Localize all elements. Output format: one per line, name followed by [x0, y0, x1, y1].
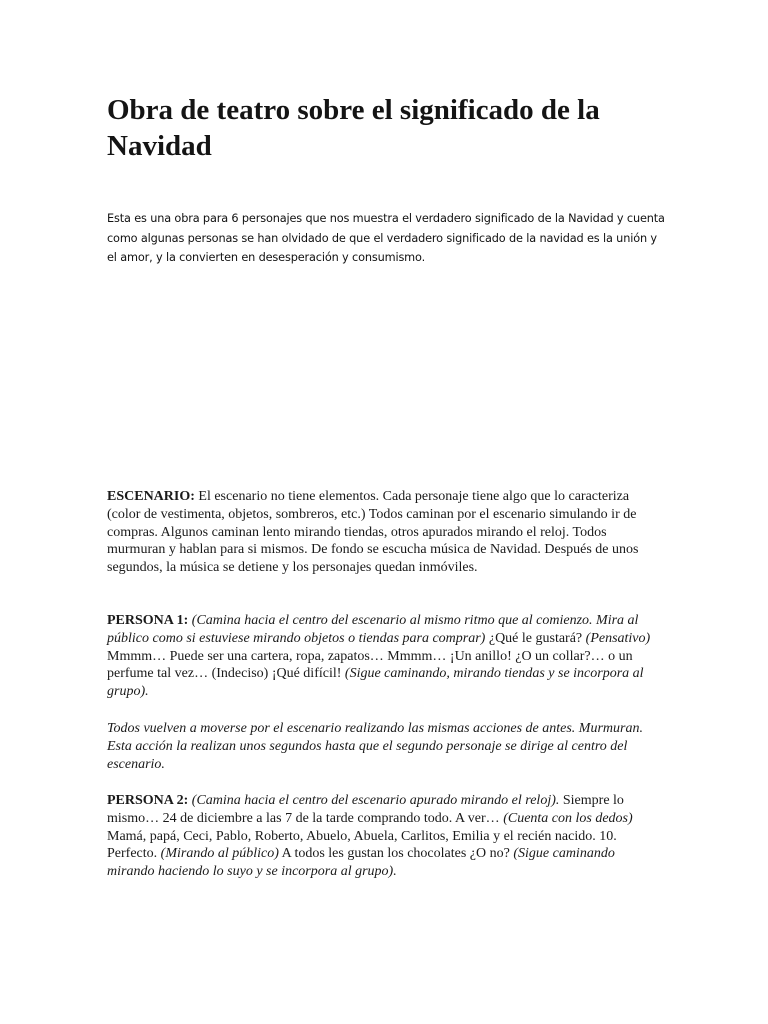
escenario-label: ESCENARIO: [107, 489, 195, 504]
stage-direction: (Camina hacia el centro del escenario al mismo ritmo que al comienzo. Mira al público como si estuviese mirando objetos o tiendas para comprar) [107, 613, 639, 646]
document-title: Obra de teatro sobre el significado de la Navidad [107, 94, 600, 162]
dialogue-text: A todos les gustan los chocolates ¿O no? [278, 846, 514, 862]
stage-direction: (Sigue caminando, mirando tiendas y se incorpora al grupo). [107, 666, 644, 700]
persona-1-paragraph [107, 612, 663, 701]
persona-2-paragraph [107, 792, 663, 881]
action-paragraph: Todos vuelven a moverse por el escenario realizando las mismas acciones de antes. Murmuran. Esta acción la realizan unos segundos hasta que el segundo personaje se dirige al centro del escenario. [107, 721, 643, 772]
stage-direction: (Sigue caminando mirando haciendo lo suyo y se incorpora al grupo). [107, 846, 615, 880]
stage-direction: (Camina hacia el centro del escenario apurado mirando el reloj). [188, 793, 560, 808]
dialogue-text: Mamá, papá, Ceci, Pablo, Roberto, Abuelo, Abuela, Carlitos, Emilia y el recién nacido. 10. Perfecto. [107, 828, 617, 862]
escenario-text: El escenario no tiene elementos. Cada personaje tiene algo que lo caracteriza (color de vestimenta, objetos, sombreros, etc.) Todos caminan por el escenario simulando ir de compras. Algunos caminan lento mirando tiendas, otros apurados mirando el reloj. Todos murmuran y hablan para si mismos. De fondo se escucha música de Navidad. Después de unos segundos, la música se detiene y los personajes quedan inmóviles. [107, 489, 639, 576]
persona-1-label: PERSONA 1: [107, 613, 189, 628]
stage-direction: (Cuenta con los dedos) [503, 810, 633, 826]
dialogue-text: Siempre lo mismo… 24 de diciembre a las 7 de la tarde comprando todo. A ver… [107, 793, 624, 826]
dialogue-text: ¿Qué le gustará? [485, 630, 586, 646]
stage-direction: (Mirando al público) [160, 846, 279, 862]
stage-direction: (Pensativo) [585, 630, 651, 646]
intro-paragraph: Esta es una obra para 6 personajes que nos muestra el verdadero significado de la Navidad y cuenta como algunas personas se han olvidado de que el verdadero significado de la navidad es la unión y el amor, y la convierten en desesperación y consumismo. [107, 212, 665, 265]
escenario-paragraph [107, 488, 663, 577]
dialogue-text: Mmmm… Puede ser una cartera, ropa, zapatos… Mmmm… ¡Un anillo! ¿O un collar?… o un perfume tal vez… (Indeciso) ¡Qué difícil! [107, 648, 633, 682]
persona-2-label: PERSONA 2: [107, 793, 189, 808]
